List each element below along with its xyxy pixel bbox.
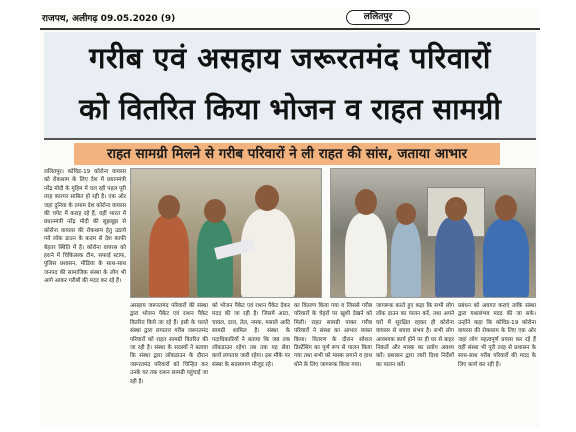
person-figure	[483, 219, 529, 298]
person-head	[204, 199, 226, 223]
person-head	[355, 189, 377, 215]
person-figure	[435, 217, 475, 298]
dateline: राजपथ, अलीगढ़ 09.05.2020 (9)	[42, 14, 176, 24]
person-head	[396, 203, 416, 225]
relief-distribution-photo-2	[330, 168, 536, 298]
article-bottom-columns	[130, 302, 536, 426]
article-column: को भोजन पैकेट एवं राशन पैकेट देकर मदद की जा रही है। जिसमें आटा, चावल, दाल, तेल, नमक, मसाले आदि सामग्री शामिल है। संस्था के पदाधिकारियों ने बताया कि जब तक लॉकडाउन रहेगा तब तक यह सेवा कार्य लगातार जारी रहेगा। इस मौके पर संस्था के सदस्यगण मौजूद रहे।	[212, 303, 290, 368]
headline-line-1: गरीब एवं असहाय जरूरतमंद परिवारों	[89, 41, 491, 75]
headline-box	[44, 32, 536, 140]
article-column: का वितरण किया गया व जिससे गरीब परिवारों के चेहरों पर खुशी देखने को मिली। राहत सामग्री पाकर गरीब परिवारों ने संस्था का आभार व्यक्त किया। वितरण के दौरान सोशल डिस्टेंसिंग का पूर्ण रूप से पालन किया गया तथा सभी को मास्क लगाने व हाथ धोने के लिए जागरूक किया गया।	[294, 303, 372, 368]
person-head	[495, 195, 517, 221]
relief-distribution-photo-1	[130, 168, 322, 298]
person-figure	[197, 219, 233, 298]
person-figure	[241, 209, 295, 298]
person-head	[158, 195, 180, 219]
person-figure	[345, 213, 387, 298]
article-column: प्रबंधन को अवगत कराएं ताकि संस्था द्वारा यथासंभव मदद की जा सके। उन्होंने कहा कि कोविड-19 कोरोना वायरस की रोकथाम के लिए एक ओर जहां लोग महत्वपूर्ण प्रयास कर रहे हैं वहीं संस्था भी पूरी तरह से प्रशासन के साथ-साथ गरीब परिवारों की मदद के लिए कार्य कर रही है।	[458, 303, 536, 368]
photo-strip	[130, 168, 536, 298]
subheadline: राहत सामग्री मिलने से गरीब परिवारों ने ली राहत की सांस, जताया आभार	[74, 143, 500, 165]
person-head	[445, 197, 467, 221]
person-figure	[149, 215, 189, 298]
article-left-column: ललितपुर। कोविड-19 कोरोना वायरस को रोकथाम के लिए देश में प्रधानमंत्री नरेंद्र मोदी के मुहिम में चल रही पहल पूरी तरह कारगर साबित हो रही है। एक ओर जहां दुनिया के तमाम देश कोरोना वायरस की चपेट में कराह रहे हैं, वहीं भारत में प्रधानमंत्री नरेंद्र मोदी की सूझबूझ से कोरोना वायरस की रोकथाम हेतु उठाये गये लॉक डाउन के कदम से देश काफी बेहतर स्थिति में है। कोरोना वायरस को हराने में चिकित्सक टीम, सफाई स्टाफ, पुलिस प्रशासन, मीडिया के साथ-साथ जनपद की सामाजिक संस्था के लोग भी आगे आकर गरीबों की मदद कर रहे हैं।	[44, 169, 126, 285]
article-column: असहाय जरूरतमंद परिवारों की संस्था द्वारा भोजन पैकेट एवं राशन पैकेट वितरित किये जा रहे हैं। इसी के चलते संस्था द्वारा लगातार गरीब जरूरतमंद परिवारों को राहत सामग्री वितरित की जा रही है। संस्था के सदस्यों ने बताया कि संस्था द्वारा लॉकडाउन के दौरान जरूरतमंद परिवारों को चिन्हित कर उनके घर तक राशन सामग्री पहुंचाई जा रही है।	[130, 303, 208, 385]
article-column: जागरूक करते हुए कहा कि सभी लोग लॉक डाउन का पालन करें, तथा अपने घरों में सुरक्षित रहकर ही कोरोना वायरस से बचाव संभव है। सभी लोग आवश्यक कार्य होने पर ही घर से बाहर निकलें और मास्क का प्रयोग अवश्य करें। प्रशासन द्वारा जारी दिशा निर्देशों का पालन करें।	[376, 303, 454, 368]
page-header	[40, 8, 540, 28]
headline-line-2: को वितरित किया भोजन व राहत सामग्री	[79, 92, 501, 126]
person-figure	[391, 221, 421, 298]
section-badge: ललितपुर	[346, 10, 410, 25]
person-head	[255, 185, 279, 211]
header-rule	[40, 28, 540, 30]
newspaper-page	[40, 8, 540, 428]
